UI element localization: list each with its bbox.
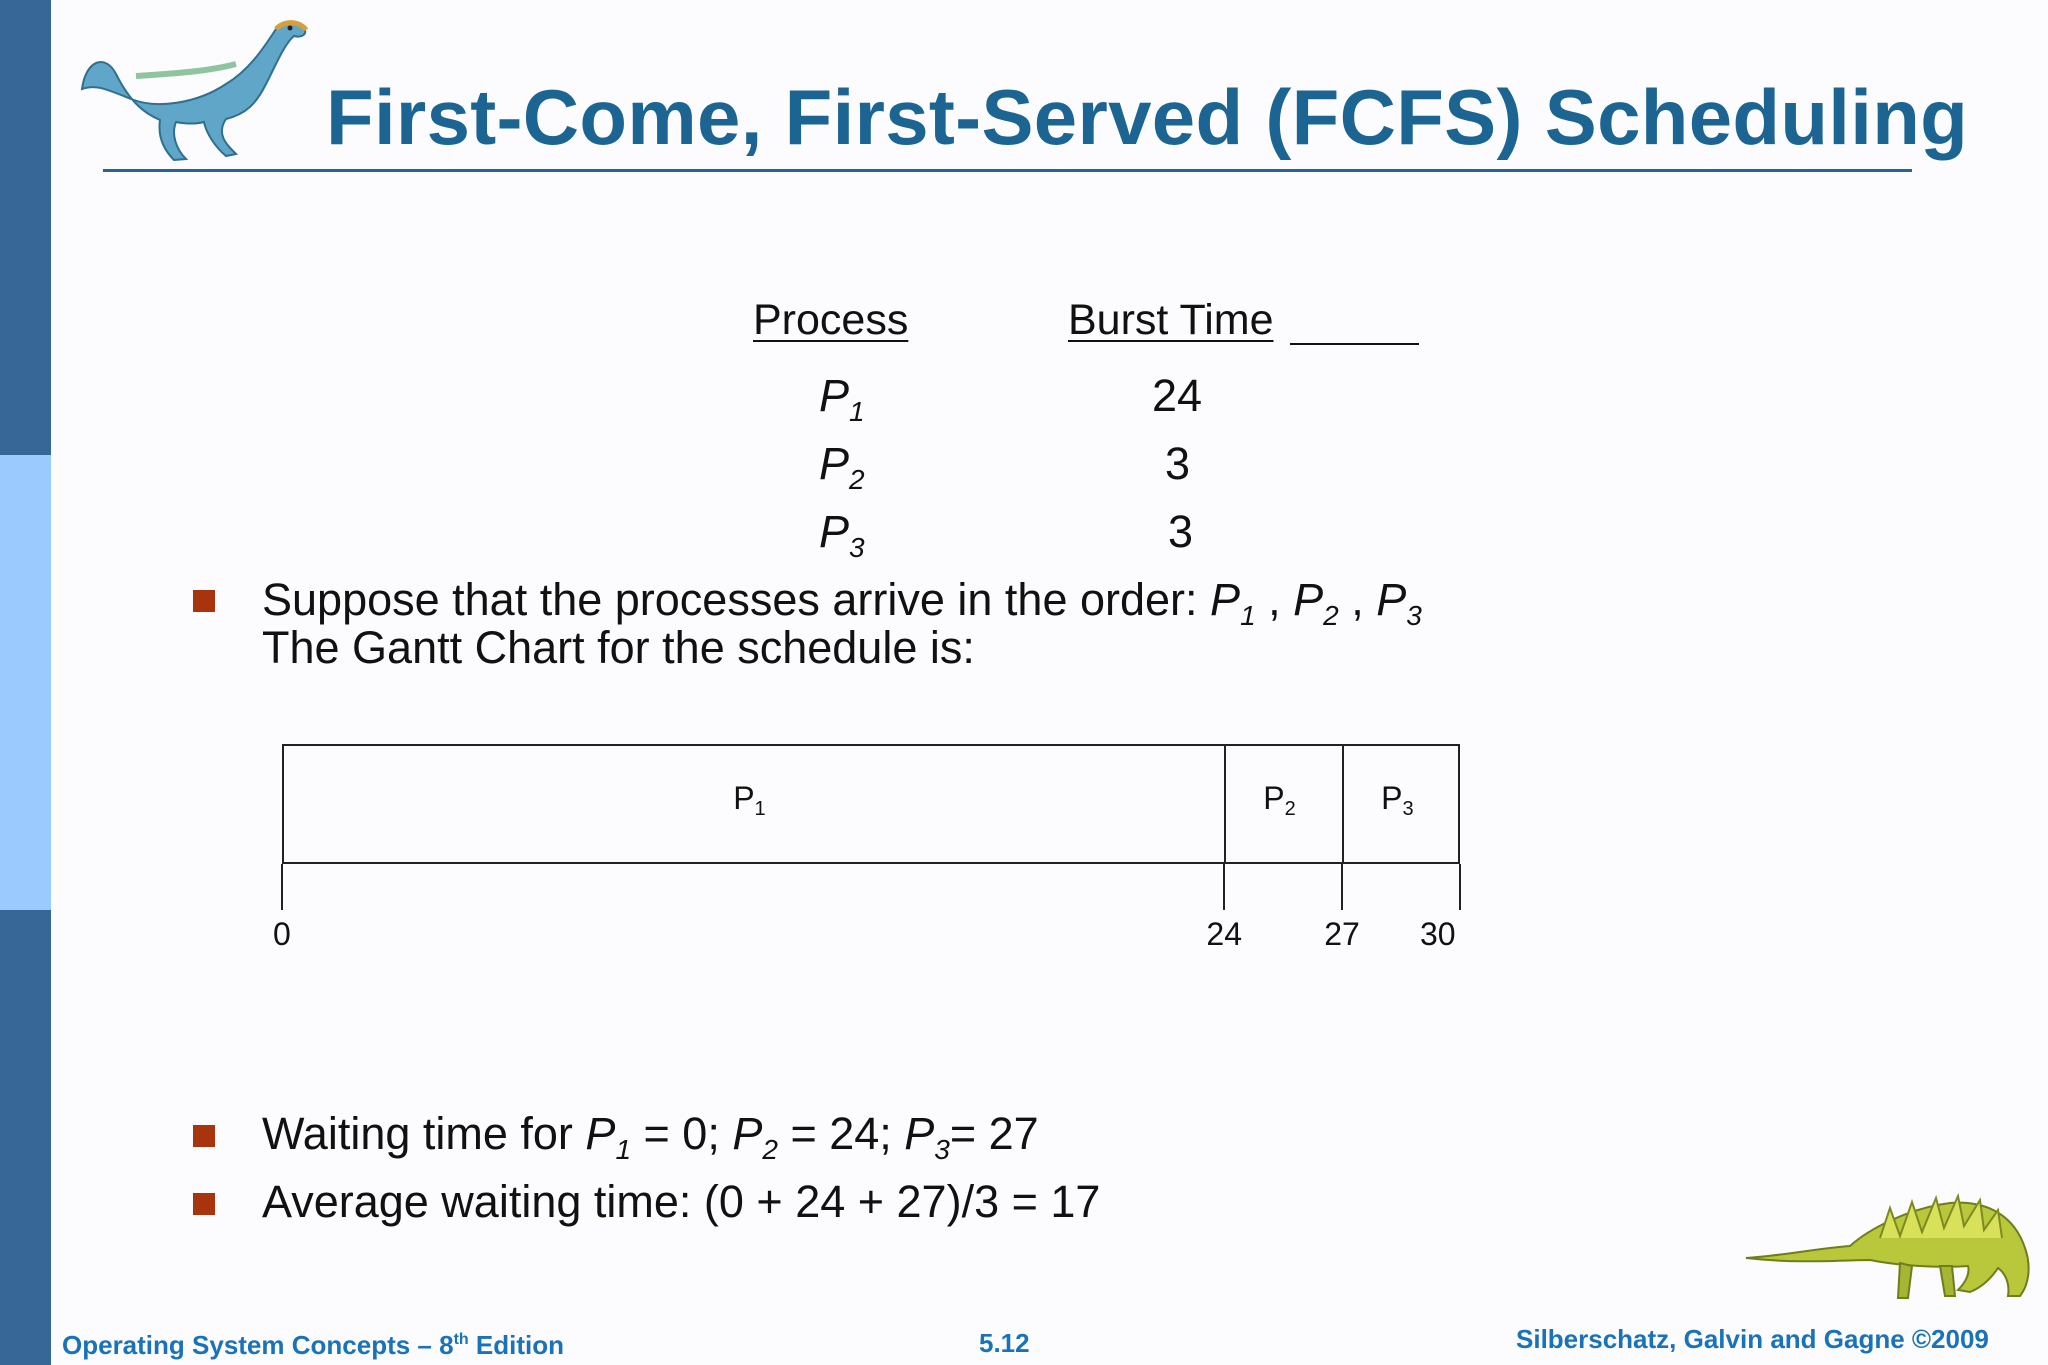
bullet-marker — [193, 590, 215, 612]
header-underline — [1290, 343, 1419, 345]
bullet-marker — [193, 1125, 215, 1147]
footer-book-title: Operating System Concepts – 8th Edition — [62, 1330, 564, 1360]
gantt-tick-label: 27 — [1324, 916, 1360, 952]
footer-authors: Silberschatz, Galvin and Gagne ©2009 — [1516, 1324, 1989, 1354]
slide-title: First-Come, First-Served (FCFS) Scheduling — [326, 73, 1969, 161]
gantt-tick — [1223, 864, 1225, 910]
table-row-process: $P_3$ — [819, 506, 865, 563]
gantt-tick-label: 30 — [1420, 916, 1456, 952]
gantt-tick — [1341, 864, 1343, 910]
gantt-segment-label: $P_3$ — [1381, 780, 1414, 820]
table-header-burst-time: Burst Time — [1068, 296, 1274, 344]
bullet-text-average-waiting: Average waiting time: (0 + 24 + 27)/3 = 17 — [262, 1176, 1101, 1227]
gantt-tick — [281, 864, 283, 910]
sidebar-segment-middle — [0, 455, 51, 910]
table-row-burst: 24 — [1152, 370, 1203, 421]
table-row-process: $P_1$ — [819, 370, 865, 427]
gantt-segment-label: $P_2$ — [1263, 780, 1296, 820]
bullet-text-waiting-time: Waiting time for $P_1 = 0$; $P_2 = 24$; $P_3= 27$ — [262, 1108, 1039, 1165]
sidebar-segment-bottom — [0, 910, 51, 1365]
bullet-text-arrival-order: Suppose that the processes arrive in the order: $P_1$ , $P_2$ , $P_3$ — [262, 574, 1422, 631]
table-header-process: Process — [753, 296, 909, 344]
gantt-segment-label: $P_1$ — [733, 780, 766, 820]
table-row-process: $P_2$ — [819, 438, 865, 495]
gantt-tick-label: 24 — [1206, 916, 1242, 952]
bullet-marker — [193, 1193, 215, 1215]
sidebar-decoration — [0, 0, 51, 1365]
dinosaur-logo-icon — [76, 14, 316, 166]
title-divider — [103, 169, 1912, 172]
gantt-tick-label: 0 — [273, 916, 291, 952]
footer-page-number: 5.12 — [979, 1328, 1030, 1358]
table-row-burst: 3 — [1165, 438, 1191, 489]
table-row-burst: 3 — [1168, 506, 1194, 557]
dinosaur-stegosaurus-icon — [1740, 1168, 2040, 1318]
gantt-tick — [1459, 864, 1461, 910]
bullet-text-gantt-intro: The Gantt Chart for the schedule is: — [262, 622, 975, 673]
sidebar-segment-top — [0, 0, 51, 455]
